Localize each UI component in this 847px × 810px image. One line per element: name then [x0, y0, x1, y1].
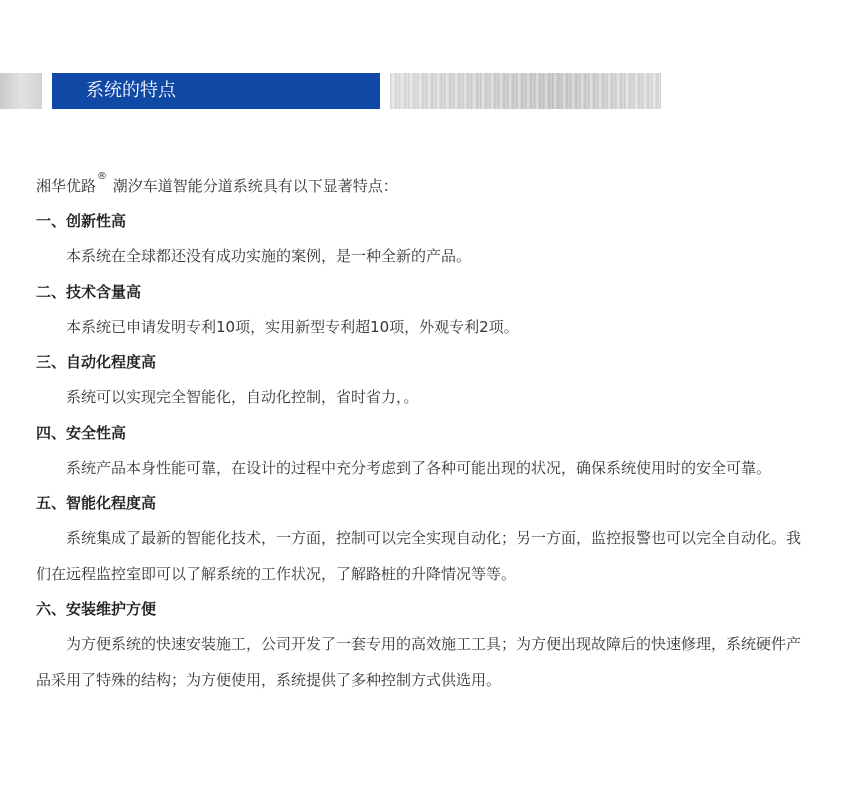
section-header-title: 系统的特点	[86, 80, 176, 101]
feature-body-maintenance: 为方便系统的快速安装施工，公司开发了一套专用的高效施工工具；为方便出现故障后的快速修理，系统硬件产品采用了特殊的结构；为方便使用，系统提供了多种控制方式供选用。	[36, 635, 802, 689]
feature-body-innovation: 本系统在全球都还没有成功实施的案例，是一种全新的产品。	[66, 247, 472, 265]
feature-content	[36, 168, 810, 698]
registered-mark: ®	[97, 171, 108, 182]
feature-title-technology: 二、技术含量高	[36, 282, 142, 301]
feature-body-technology: 本系统已申请发明专利10项，实用新型专利超10项，外观专利2项。	[66, 317, 519, 336]
feature-title-intelligence: 五、智能化程度高	[36, 494, 157, 512]
feature-title-innovation: 一、创新性高	[36, 212, 127, 230]
intro-line	[36, 168, 810, 204]
feature-body-automation: 系统可以实现完全智能化，自动化控制，省时省力，。	[66, 388, 419, 406]
feature-body-intelligence: 系统集成了最新的智能化技术，一方面，控制可以完全实现自动化；另一方面，监控报警也可以完全自动化。我们在远程监控室即可以了解系统的工作状况，了解路桩的升降情况等等。	[36, 529, 802, 583]
section-header-bar	[52, 73, 380, 109]
feature-title-maintenance: 六、安装维护方便	[36, 600, 157, 618]
brand-name: 湘华优路	[36, 177, 97, 195]
intro-text: 潮汐车道智能分道系统具有以下显著特点：	[108, 177, 398, 195]
feature-title-automation: 三、自动化程度高	[36, 353, 157, 371]
feature-body-safety: 系统产品本身性能可靠，在设计的过程中充分考虑到了各种可能出现的状况，确保系统使用时的安全可靠。	[66, 458, 772, 477]
decorative-band-right	[390, 73, 661, 109]
feature-title-safety: 四、安全性高	[36, 423, 127, 442]
decorative-band-left	[0, 73, 42, 109]
